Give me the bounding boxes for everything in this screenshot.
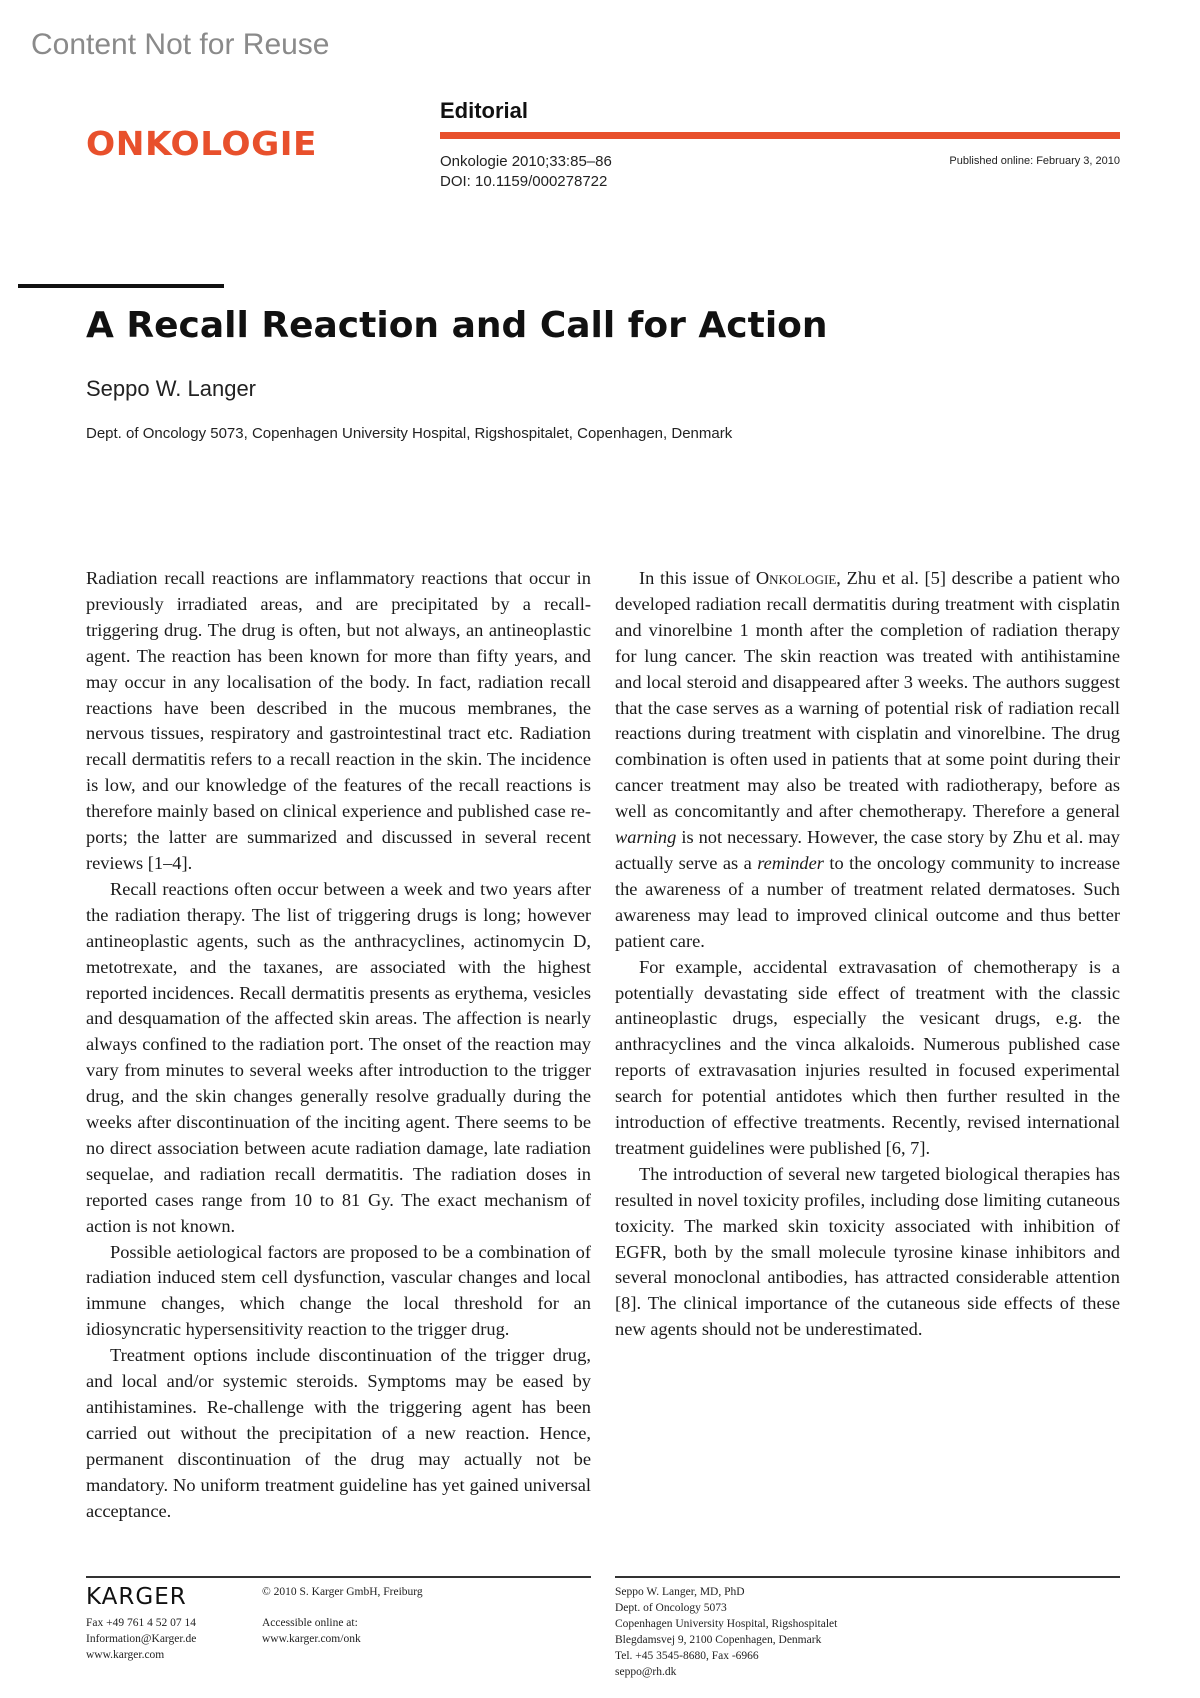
watermark-text: Content Not for Reuse bbox=[31, 28, 330, 61]
correspondence-line: Dept. of Oncology 5073 bbox=[615, 1602, 727, 1614]
correspondence-line: Copenhagen University Hospital, Rigshospitalet bbox=[615, 1618, 838, 1630]
correspondence-line: Tel. +45 3545-8680, Fax -6966 bbox=[615, 1650, 759, 1662]
copyright: © 2010 S. Karger GmbH, Freiburg bbox=[262, 1586, 423, 1598]
author-name: Seppo W. Langer bbox=[86, 376, 257, 401]
journal-logo: ONKOLOGIE bbox=[86, 124, 318, 163]
paragraph: Recall reactions often occur between a week and two years after the radiation therapy. The list of triggering drugs is long; however antineoplastic agents, such as the anthracyclines, actinomycin D, metotrexate, and the taxanes, are associated with the highest reported incidences. Recall dermatitis presents as erythema, vesicles and desquamation of the affected skin areas. The affection is nearly always confined to the radiation port. The onset of the reaction may vary from minutes to several weeks after introduction to the trigger drug, and the skin changes generally resolve gradually during the weeks after discontinuation of the inciting agent. There seems to be no direct association between acute radiation damage, late radiation sequelae, and radiation recall dermatitis. The radiation doses in reported cases range from 10 to 81 Gy. The exact mechanism of action is not known. bbox=[86, 878, 591, 1236]
author-affiliation: Dept. of Oncology 5073, Copenhagen University Hospital, Rigshospitalet, Copenhagen, Denmark bbox=[86, 425, 733, 442]
publisher-email: Information@Karger.de bbox=[86, 1633, 197, 1645]
footer-rule-right bbox=[615, 1576, 1120, 1578]
paragraph: Radiation recall reactions are inflammatory reactions that occur in previously irradiated areas, and are precipitated by a recall-triggering drug. The drug is often, but not always, an antineoplastic agent. The reaction has been known for more than fifty years, and may occur in any localisation of the body. In fact, radiation recall reactions have been described in the mucous membranes, the nervous tissues, respiratory and gastrointestinal tract etc. Radiation recall dermatitis refers to a recall reaction in the skin. The incidence is low, and our knowledge of the features of the recall reactions is therefore mainly based on clinical experience and published case reports; the latter are summarized and discussed in several recent reviews [1–4]. bbox=[86, 568, 591, 873]
section-label: Editorial bbox=[440, 98, 529, 123]
online-access bbox=[262, 1615, 361, 1647]
body-column-right bbox=[615, 566, 1120, 1343]
title-rule bbox=[18, 284, 224, 288]
citation-block bbox=[440, 152, 612, 192]
correspondence-line: Seppo W. Langer, MD, PhD bbox=[615, 1586, 745, 1598]
journal-name-inline: Onkologie bbox=[755, 568, 837, 588]
publisher-website: www.karger.com bbox=[86, 1649, 165, 1661]
published-date: Published online: February 3, 2010 bbox=[949, 155, 1120, 167]
paragraph: Possible aetiological factors are proposed to be a combination of radiation induced stem cell dysfunction, vascular changes and local immune changes, which change the local threshold for an idiosyncratic hypersensitivity reaction to the trigger drug. bbox=[86, 1241, 591, 1340]
footer-rule-left bbox=[86, 1576, 591, 1578]
online-access-label: Accessible online at: bbox=[262, 1617, 358, 1629]
citation: Onkologie 2010;33:85–86 bbox=[440, 153, 612, 170]
header-rule bbox=[440, 132, 1120, 139]
publisher-fax: Fax +49 761 4 52 07 14 bbox=[86, 1617, 196, 1629]
publisher-contact bbox=[86, 1615, 196, 1663]
online-access-url: www.karger.com/onk bbox=[262, 1633, 361, 1645]
correspondence-email: seppo@rh.dk bbox=[615, 1666, 677, 1678]
paragraph: The introduction of several new targeted biological therapies has resulted in novel toxicity profiles, including dose limiting cutaneous toxicity. The marked skin toxicity associated with inhibition of EGFR, both by the small molecule tyrosine kinase inhibitors and several monoclonal antibodies, has attracted considerable attention [8]. The clinical importance of the cutaneous side effects of these new agents should not be underestimated. bbox=[615, 1163, 1120, 1340]
article-title: A Recall Reaction and Call for Action bbox=[86, 305, 828, 346]
doi: DOI: 10.1159/000278722 bbox=[440, 173, 608, 190]
paragraph: Treatment options include discontinuation of the trigger drug, and local and/or systemic steroids. Symptoms may be eased by antihistamines. Re-challenge with the triggering agent has been carried out without the precipitation of a new reaction. Hence, permanent discontinuation of the drug may actually not be mandatory. No uniform treatment guideline has yet gained universal acceptance. bbox=[86, 1345, 591, 1521]
correspondence-line: Blegdamsvej 9, 2100 Copenhagen, Denmark bbox=[615, 1634, 822, 1646]
publisher-logo: KARGER bbox=[86, 1584, 187, 1610]
body-column-left bbox=[86, 566, 591, 1525]
paragraph: In this issue of Onkologie, Zhu et al. [5] describe a patient who developed radiation recall dermatitis during treatment with cisplatin and vinorelbine 1 month after the completion of radiation therapy for lung cancer. The skin reaction was treated with antihistamine and local steroid and disappeared after 3 weeks. The authors suggest that the case serves as a warning of potential risk of radiation recall reactions during treatment with cisplatin and vinorelbine. The drug combination is often used in patients that at some point during their cancer treatment may also be treated with radiotherapy, before as well as concomitantly and after chemotherapy. Therefore a general warning is not necessary. However, the case story by Zhu et al. may actually serve as a reminder to the oncology community to increase the awareness of a number of treatment related dermatoses. Such awareness may lead to improved clinical outcome and thus better patient care. bbox=[615, 568, 1120, 951]
paragraph: For example, accidental extravasation of chemotherapy is a potentially devastating side effect of treatment with the classic antineoplastic drugs, especially the vesicant drugs, e.g. the anthracyclines and the vinca alkaloids. Numerous published case reports of extravasation injuries resulted in focused experimental search for potential antidotes which then further resulted in the introduction of effective treatments. Recently, revised international treatment guidelines were published [6, 7]. bbox=[615, 956, 1120, 1158]
correspondence-address bbox=[615, 1584, 837, 1680]
